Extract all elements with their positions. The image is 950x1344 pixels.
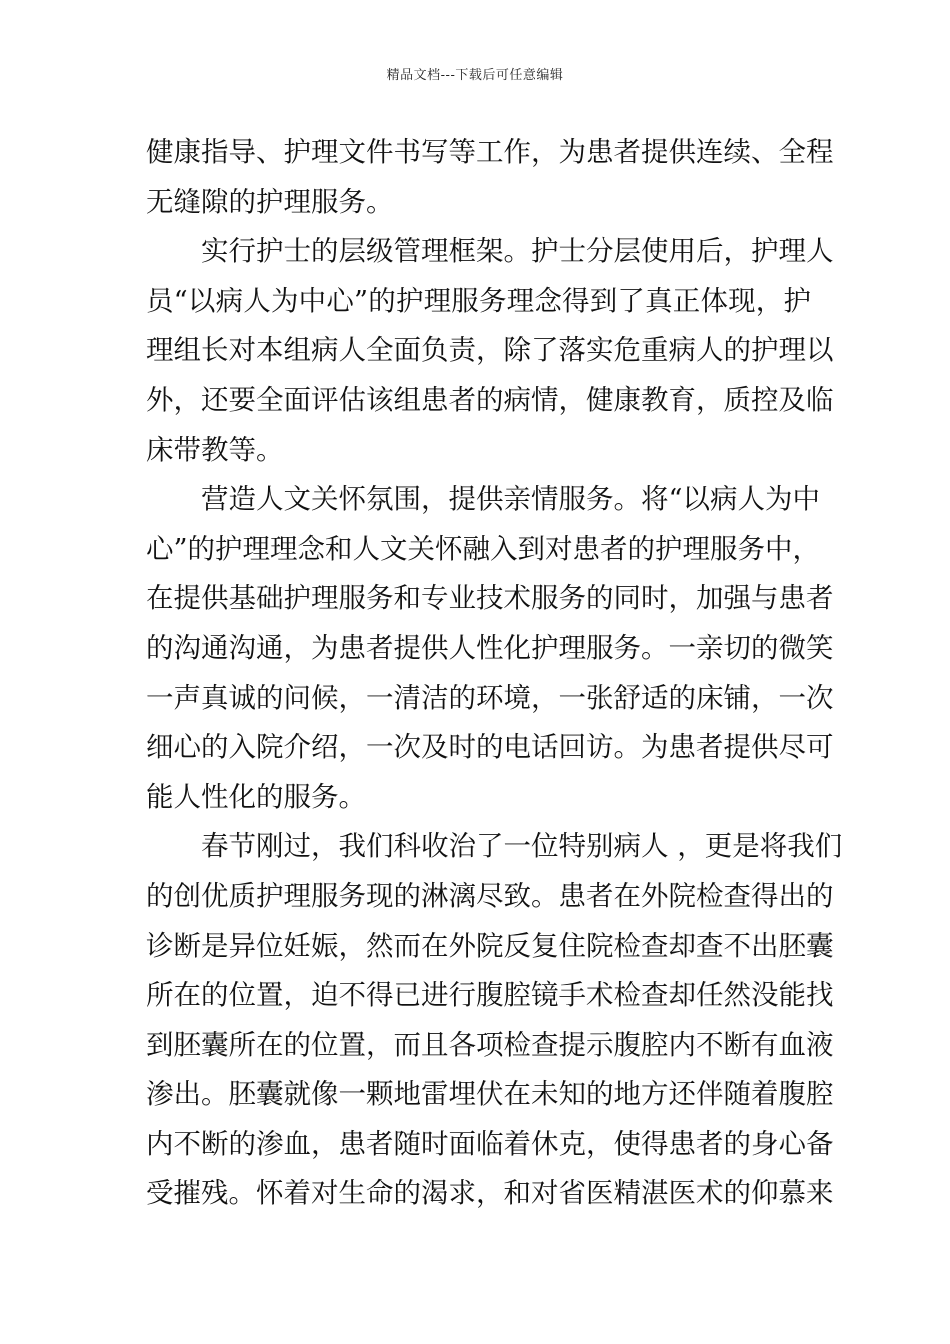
text-line: 能人性化的服务。 xyxy=(146,780,366,813)
text-line: 一声真诚的问候，一清洁的环境，一张舒适的床铺，一次 xyxy=(146,681,834,714)
text-line: 营造人文关怀氛围，提供亲情服务。将“以病人为中 xyxy=(201,483,821,516)
text-line: 诊断是异位妊娠，然而在外院反复住院检查却查不出胚囊 xyxy=(146,929,834,962)
text-line: 无缝隙的护理服务。 xyxy=(146,185,394,218)
text-line: 实行护士的层级管理框架。护士分层使用后，护理人 xyxy=(201,235,834,268)
text-line: 的创优质护理服务现的淋漓尽致。患者在外院检查得出的 xyxy=(146,879,834,912)
text-line: 受摧残。怀着对生命的渴求，和对省医精湛医术的仰慕来 xyxy=(146,1177,834,1210)
text-line: 到胚囊所在的位置，而且各项检查提示腹腔内不断有血液 xyxy=(146,1028,834,1061)
text-line: 所在的位置，迫不得已进行腹腔镜手术检查却任然没能找 xyxy=(146,979,834,1012)
text-line: 健康指导、护理文件书写等工作，为患者提供连续、全程 xyxy=(146,136,834,168)
text-line: 内不断的渗血，患者随时面临着休克，使得患者的身心备 xyxy=(146,1127,834,1160)
text-line: 的沟通沟通，为患者提供人性化护理服务。一亲切的微笑 xyxy=(146,631,834,664)
text-line: 春节刚过，我们科收治了一位特别病人 ，更是将我们 xyxy=(201,830,843,863)
text-line: 细心的入院介绍，一次及时的电话回访。为患者提供尽可 xyxy=(146,731,834,764)
paragraph xyxy=(146,822,843,1219)
text-line: 心”的护理理念和人文关怀融入到对患者的护理服务中， xyxy=(146,532,821,565)
page-header: 精品文档---下载后可任意编辑 xyxy=(386,68,564,83)
text-line: 在提供基础护理服务和专业技术服务的同时，加强与患者 xyxy=(146,582,834,615)
text-line: 外，还要全面评估该组患者的病情，健康教育，质控及临 xyxy=(146,383,834,416)
paragraph xyxy=(146,227,834,475)
text-line: 渗出。胚囊就像一颗地雷埋伏在未知的地方还伴随着腹腔 xyxy=(146,1078,834,1111)
text-line: 床带教等。 xyxy=(146,433,284,466)
text-line: 员“以病人为中心”的护理服务理念得到了真正体现，护 xyxy=(146,284,811,317)
paragraph xyxy=(146,475,834,822)
document-body xyxy=(146,128,843,1219)
paragraph xyxy=(146,128,834,227)
text-line: 理组长对本组病人全面负责，除了落实危重病人的护理以 xyxy=(146,334,834,367)
